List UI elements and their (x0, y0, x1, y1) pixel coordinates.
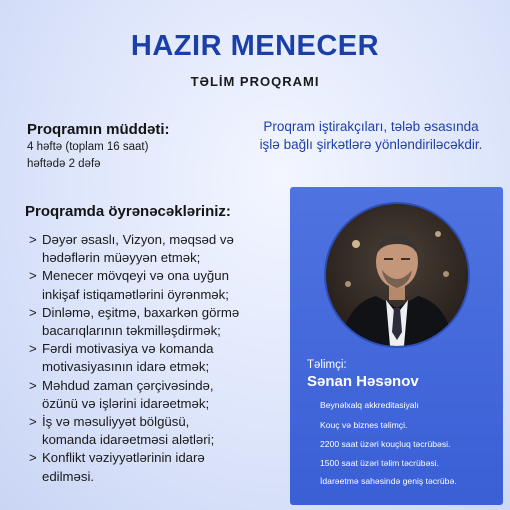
trainer-portrait-icon (324, 202, 470, 348)
list-item-line-2: edilməsi. (42, 468, 95, 484)
list-item-line-2: hədəflərin müəyyən etmək; (42, 250, 201, 266)
list-item-line-1: Məhdud zaman çərçivəsində, (42, 377, 214, 393)
list-item-line-1: Dəyər əsaslı, Vizyon, məqsəd və (42, 232, 234, 247)
list-item-line-2: motivasiyasının idarə etmək; (42, 359, 210, 375)
trainer-name: Sənan Həsənov (307, 373, 419, 390)
list-marker: > (29, 450, 37, 466)
page-title: HAZIR MENECER (130, 30, 380, 62)
list-item-line-2: bacarıqlarının təkmilləşdirmək; (42, 323, 221, 339)
list-marker: > (29, 268, 37, 284)
list-item-line-2: özünü və işlərini idarəetmək; (42, 395, 210, 411)
trainer-label: Təlimçi: (307, 359, 347, 371)
trainer-credential: 2200 saat üzəri kouçluq təcrübəsi. (320, 439, 451, 449)
list-item-line-1: Menecer mövqeyi və ona uyğun (42, 268, 229, 284)
list-marker: > (29, 304, 37, 320)
list-marker: > (29, 377, 37, 393)
list-item (29, 377, 291, 413)
list-item-line-1: Konflikt vəziyyətlərinin idarə (42, 450, 205, 466)
page-subtitle: TƏLİM PROQRAMI (190, 74, 320, 89)
placement-notice (240, 118, 502, 154)
trainer-credential: Beynəlxalq akkreditasiyalı (320, 400, 419, 410)
list-item-line-1: Fərdi motivasiya və komanda (42, 341, 214, 357)
portrait-svg (326, 204, 468, 346)
placement-notice-line-2: işlə bağlı şirkətlərə yönləndiriləcəkdir. (259, 137, 483, 152)
duration-heading: Proqramın müddəti: (27, 121, 170, 138)
list-item (29, 231, 291, 267)
trainer-credential: 1500 saat üzəri təlim təcrübəsi. (320, 458, 439, 468)
list-item (29, 304, 291, 340)
list-item-line-1: Dinləmə, eşitmə, baxarkən görmə (42, 304, 240, 320)
trainer-credential: Kouç və biznes təlimçi. (320, 420, 408, 430)
list-item (29, 413, 291, 449)
list-item (29, 267, 291, 303)
topic-list (29, 231, 291, 486)
learn-heading: Proqramda öyrənəcəkləriniz: (25, 203, 231, 220)
list-item-line-2: inkişaf istiqamətlərini öyrənmək; (42, 286, 229, 302)
list-item (29, 340, 291, 376)
list-marker: > (29, 232, 37, 247)
duration-line-1: 4 həftə (toplam 16 saat) (27, 141, 149, 153)
list-marker: > (29, 341, 37, 357)
duration-line-2: həftədə 2 dəfə (27, 158, 101, 170)
list-item-line-1: İş və məsuliyyət bölgüsü, (42, 414, 190, 430)
list-marker: > (29, 414, 37, 430)
placement-notice-line-1: Proqram iştirakçıları, tələb əsasında (263, 119, 479, 134)
trainer-credential: İdarəetmə sahəsində geniş təcrübə. (320, 476, 457, 486)
list-item (29, 449, 291, 485)
list-item-line-2: komanda idarəetməsi alətləri; (42, 432, 215, 448)
